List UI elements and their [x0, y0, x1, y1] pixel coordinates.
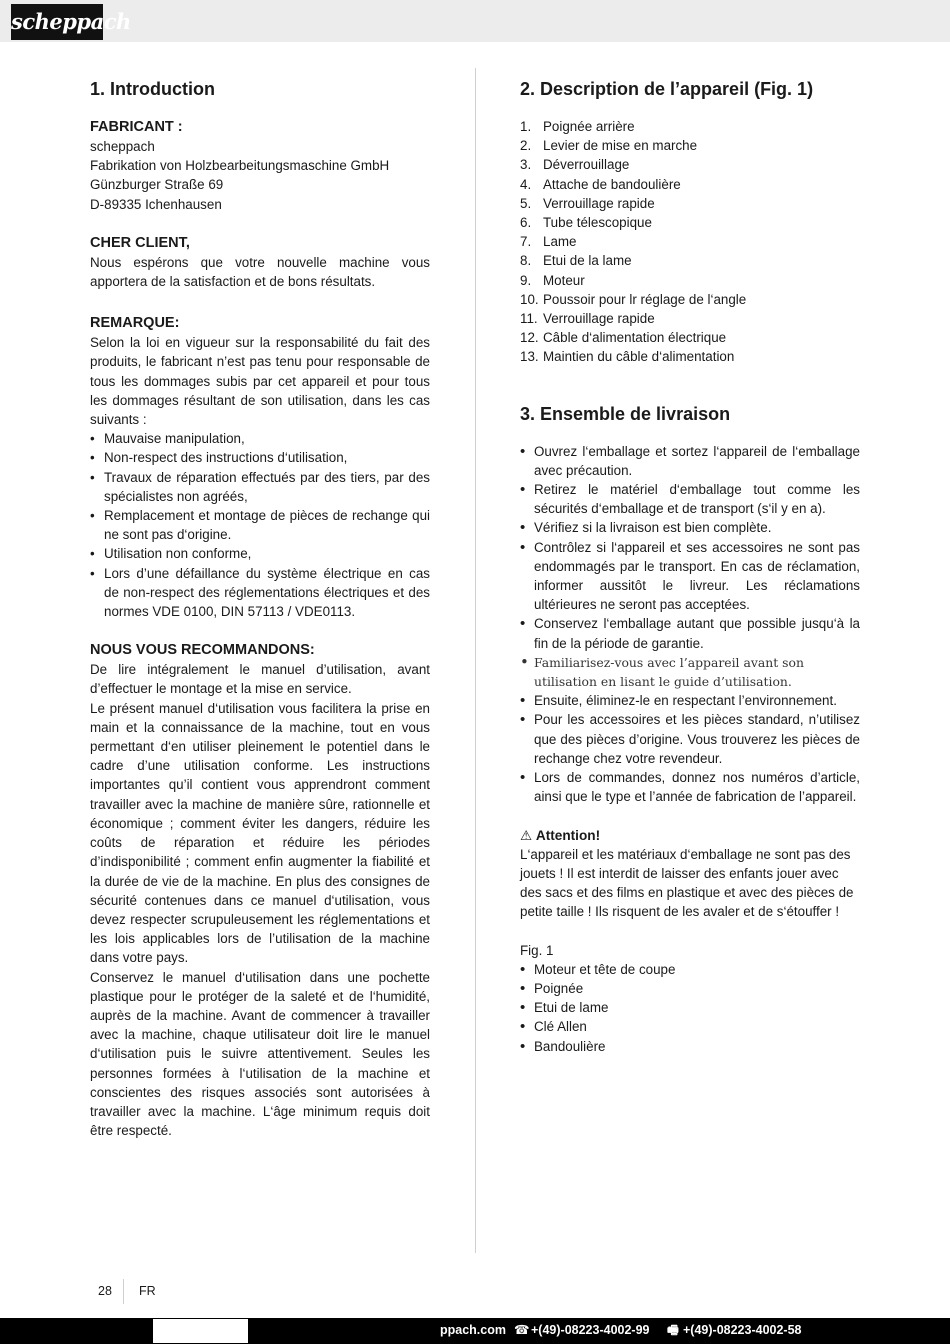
item-number: 4.: [520, 176, 532, 192]
item-label: Levier de mise en marche: [543, 138, 698, 154]
item-number: 9.: [520, 272, 532, 288]
page-number: 28: [98, 1284, 112, 1298]
recommend-heading: NOUS VOUS RECOMMANDONS:: [90, 642, 315, 659]
footer-white-box: [153, 1319, 248, 1343]
address-line: D-89335 Ichenhausen: [90, 196, 222, 212]
list-item: [520, 136, 860, 155]
warning-icon: ⚠: [520, 827, 533, 843]
item-label: Attache de bandoulière: [543, 176, 681, 192]
header-bar: [0, 0, 950, 42]
list-item: [520, 309, 860, 328]
address-line: scheppach: [90, 139, 155, 154]
item-number: 13.: [520, 349, 539, 365]
list-item: • Travaux de réparation effectués par des tiers, par des spécialistes non agréés,: [90, 468, 430, 506]
list-item: • Familiarisez-vous avec l’appareil avant son utilisation en lisant le guide d’utilisation.: [520, 653, 860, 691]
fax-icon: 🖷: [667, 1323, 679, 1337]
list-item: [520, 347, 860, 366]
list-item: • Etui de lame: [520, 998, 860, 1017]
list-item: [520, 194, 860, 213]
list-item: • Conservez l‘emballage autant que possible jusqu‘à la fin de la période de garantie.: [520, 614, 860, 652]
item-label: Lame: [543, 234, 577, 250]
list-item: [520, 213, 860, 232]
list-item: • Lors d’une défaillance du système électrique en cas de non-respect des réglementations électriques et des normes VDE 0100, DIN 57113 / VDE0113.: [90, 564, 430, 622]
client-text: Nous espérons que votre nouvelle machine vous apportera de la satisfaction et de bons résultats.: [90, 254, 430, 290]
footer-divider: [123, 1279, 124, 1304]
list-item: [520, 251, 860, 270]
description-list: [520, 117, 860, 367]
fig-list: [520, 960, 860, 1056]
item-label: Câble d‘alimentation électrique: [543, 330, 727, 346]
remark-text: Selon la loi en vigueur sur la responsabilité du fait des produits, le fabricant n’est pas tenu pour responsable de tous les dommages subis par cet appareil et pour tous les dommages résultant de son utilisation, dans les cas suivants :: [90, 335, 430, 428]
column-divider: [475, 68, 476, 1253]
item-label: Tube télescopique: [543, 215, 652, 231]
item-number: 11.: [520, 311, 538, 327]
item-label: Poignée arrière: [543, 119, 635, 134]
list-item: [520, 117, 860, 136]
item-label: Maintien du câble d‘alimentation: [543, 349, 735, 365]
list-item: • Remplacement et montage de pièces de rechange qui ne sont pas d‘origine.: [90, 506, 430, 544]
item-number: 10.: [520, 291, 539, 307]
list-item: • Retirez le matériel d‘emballage tout comme les sécurités d‘emballage et de transport (s‘il y en a).: [520, 480, 860, 518]
remark-list: [90, 429, 430, 621]
list-item: [520, 155, 860, 174]
attention-heading: Attention!: [535, 827, 601, 843]
item-label: Poussoir pour lr réglage de l‘angle: [543, 291, 747, 307]
item-number: 5.: [520, 195, 532, 211]
item-label: Etui de la lame: [543, 253, 632, 269]
item-number: 3.: [520, 157, 532, 173]
fig-label: Fig. 1: [520, 942, 554, 958]
fax-number: +(49)-08223-4002-58: [683, 1323, 802, 1337]
list-item: [520, 290, 860, 309]
manufacturer-heading: FABRICANT :: [90, 119, 183, 135]
list-item: • Utilisation non conforme,: [90, 544, 430, 563]
item-number: 8.: [520, 253, 532, 269]
list-item: • Moteur et tête de coupe: [520, 960, 860, 979]
item-number: 6.: [520, 215, 532, 231]
item-number: 2.: [520, 138, 532, 154]
phone-number: +(49)-08223-4002-99: [531, 1323, 650, 1337]
list-item: [520, 232, 860, 251]
recommend-paragraph: Le présent manuel d‘utilisation vous facilitera la prise en main et la connaissance de la machine, tout en vous permettant d‘en utiliser pleinement le potentiel dans le cadre d’une utilisation conforme. Les instructions importantes qu’il contient vous apprendront comment travailler avec la machine de manière sûre, rationnelle et économique ; comment éviter les dangers, réduire les coûts de réparation et réduire les périodes d’indisponibilité ; comment enfin augmenter la fiabilité et la durée de vie de la machine. En plus des consignes de sécurité contenues dans ce manuel d‘utilisation, vous devez respecter scrupuleusement les réglementations et les lois applicables lors de l’utilisation de la machine dans votre pays.: [90, 700, 430, 966]
section-title-introduction: 1. Introduction: [90, 79, 215, 99]
address-line: Günzburger Straße 69: [90, 177, 224, 193]
website-link[interactable]: ppach.com: [440, 1323, 506, 1337]
list-item: • Ensuite, éliminez-le en respectant l’environnement.: [520, 691, 860, 710]
list-item: • Lors de commandes, donnez nos numéros d’article, ainsi que le type et l’année de fabrication de l’appareil.: [520, 768, 860, 806]
delivery-list: [520, 442, 860, 807]
recommend-paragraph: De lire intégralement le manuel d’utilisation, avant d’effectuer le montage et la mise en service.: [90, 662, 430, 697]
section-title-description: 2. Description de l’appareil (Fig. 1): [520, 79, 814, 99]
brand-logo: scheppach: [11, 4, 103, 40]
list-item: [520, 328, 860, 347]
item-label: Déverrouillage: [543, 157, 630, 173]
list-item: [520, 175, 860, 194]
list-item: • Contrôlez si l‘appareil et ses accessoires ne sont pas endommagés par le transport. En cas de réclamation, informer aussitôt le livreur. Les réclamations ultérieures ne seront pas acceptées.: [520, 538, 860, 615]
attention-text: L‘appareil et les matériaux d‘emballage ne sont pas des jouets ! Il est interdit de laisser des enfants jouer avec des sacs et des films en plastique et avec des pièces de petite taille ! Ils risquent de les avaler et de s‘étouffer !: [520, 846, 854, 920]
item-label: Verrouillage rapide: [543, 195, 655, 211]
list-item: • Ouvrez l‘emballage et sortez l‘appareil de l‘emballage avec précaution.: [520, 442, 860, 480]
attention-title: [520, 826, 860, 845]
list-item: • Poignée: [520, 979, 860, 998]
list-item: • Non-respect des instructions d‘utilisation,: [90, 448, 430, 467]
item-number: 7.: [520, 234, 532, 250]
client-heading: CHER CLIENT,: [90, 234, 190, 251]
item-number: 1.: [520, 119, 532, 134]
address-line: Fabrikation von Holzbearbeitungsmaschine GmbH: [90, 158, 390, 174]
left-column: [90, 79, 430, 1140]
right-column: [520, 79, 860, 1056]
list-item: [520, 271, 860, 290]
list-item: • Mauvaise manipulation,: [90, 429, 430, 448]
item-label: Moteur: [543, 272, 585, 288]
list-item: • Pour les accessoires et les pièces standard, n’utilisez que des pièces d’origine. Vous trouverez les pièces de rechange chez votre revendeur.: [520, 710, 860, 768]
item-number: 12.: [520, 330, 539, 346]
list-item: • Vérifiez si la livraison est bien complète.: [520, 518, 860, 537]
manufacturer-address: [90, 137, 430, 214]
list-item: • Bandoulière: [520, 1037, 860, 1056]
item-label: Verrouillage rapide: [543, 311, 655, 327]
language-code: FR: [139, 1284, 156, 1298]
remark-heading: REMARQUE:: [90, 315, 180, 332]
list-item: • Clé Allen: [520, 1017, 860, 1036]
recommend-paragraph: Conservez le manuel d‘utilisation dans une pochette plastique pour le protéger de la saleté et de l‘humidité, auprès de la machine. Avant de commencer à travailler avec la machine, chaque utilisateur doit lire le manuel d‘utilisation puis le suivre attentivement. Seules les personnes formées à l‘utilisation de la machine et conscientes des risques associés sont autorisées à travailler avec la machine. L‘âge minimum requis doit être respecté.: [90, 969, 430, 1139]
section-title-delivery: 3. Ensemble de livraison: [520, 403, 731, 424]
phone-icon: ☎: [514, 1323, 530, 1337]
